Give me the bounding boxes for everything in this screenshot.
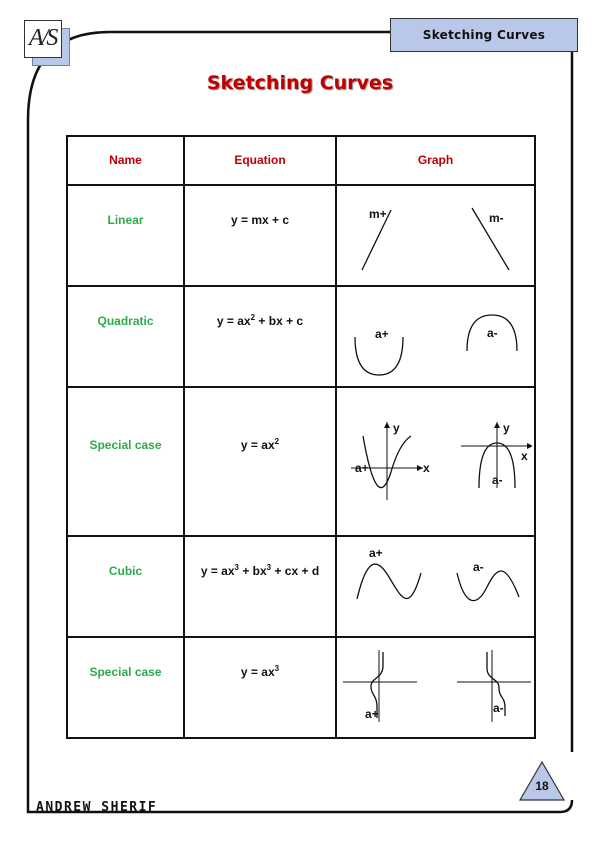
graph-label-a-plus: a+: [365, 707, 379, 721]
table-header-row: [67, 136, 535, 185]
table-row: [67, 536, 535, 637]
row-equation: $y = ax^3 + bx^3$ + cx + d: [184, 536, 336, 637]
row-equation: $y = ax^2$: [184, 387, 336, 536]
row-equation: $y = ax^3$: [184, 637, 336, 738]
header-name: Name: [67, 136, 184, 185]
header-tab: Sketching Curves: [390, 18, 578, 52]
graph-linear: [336, 185, 535, 286]
graph-label-a-plus: a+: [369, 546, 383, 560]
graph-label-a-minus: a-: [487, 326, 498, 340]
row-name: Linear: [67, 185, 184, 286]
graph-label-a-minus: a-: [493, 701, 504, 715]
axis-label-x: x: [423, 461, 430, 475]
axis-label-x: x: [521, 449, 528, 463]
graph-label-m-plus: m+: [369, 207, 387, 221]
row-name: Cubic: [67, 536, 184, 637]
graph-special-quadratic: [336, 387, 535, 536]
table-row: [67, 286, 535, 387]
graph-label-a-minus: a-: [492, 473, 503, 487]
row-equation: $y = ax^2$ + bx + c: [184, 286, 336, 387]
header-graph: Graph: [336, 136, 535, 185]
table-row: [67, 637, 535, 738]
header-equation: Equation: [184, 136, 336, 185]
row-equation: y = mx + c: [184, 185, 336, 286]
graph-label-a-plus: a+: [355, 461, 369, 475]
author-name: ANDREW SHERIF: [36, 800, 158, 815]
axis-label-y: y: [393, 421, 400, 435]
graph-special-cubic: [336, 637, 535, 738]
logo: [24, 20, 70, 66]
graph-quadratic: [336, 286, 535, 387]
graph-label-m-minus: m-: [489, 211, 504, 225]
table-row: [67, 387, 535, 536]
row-name: Special case: [67, 387, 184, 536]
page-title: Sketching Curves: [206, 72, 394, 94]
row-name: Quadratic: [67, 286, 184, 387]
row-name: Special case: [67, 637, 184, 738]
table-row: [67, 185, 535, 286]
page-number-badge: [518, 760, 566, 802]
graph-cubic: [336, 536, 535, 637]
axis-label-y: y: [503, 421, 510, 435]
page-number: 18: [535, 779, 549, 793]
graph-label-a-plus: a+: [375, 327, 389, 341]
graph-label-a-minus: a-: [473, 560, 484, 574]
curves-table: [66, 135, 536, 739]
logo-text: A/S: [29, 25, 57, 51]
